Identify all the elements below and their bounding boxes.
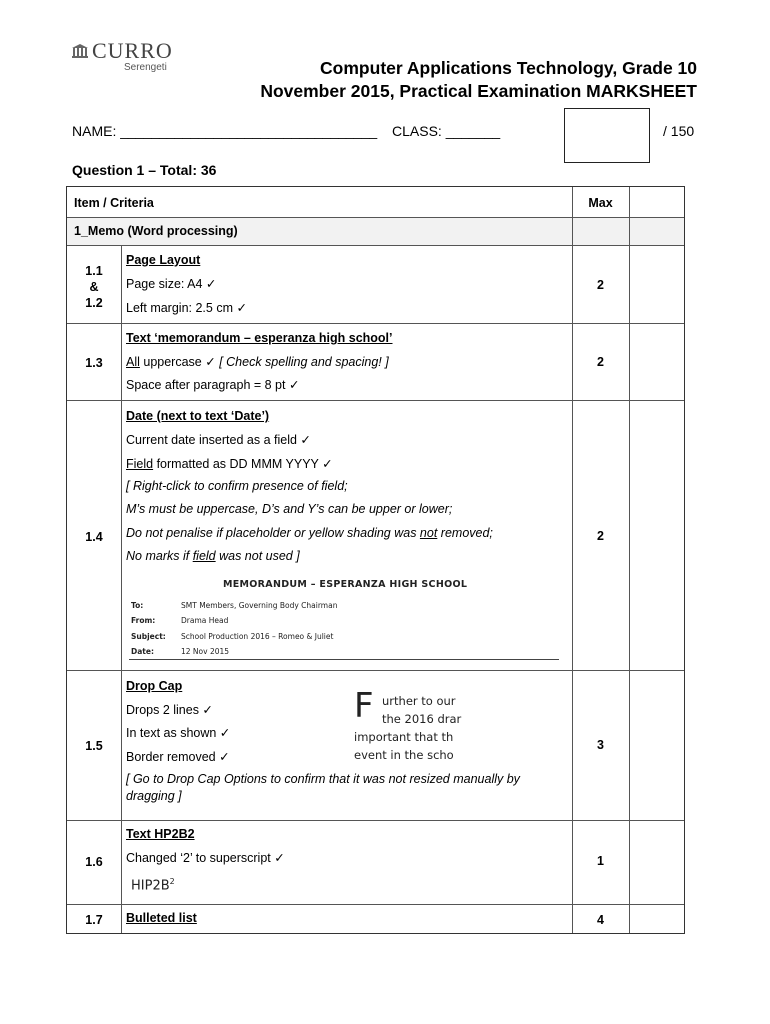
dropcap-text-line: event in the scho: [354, 748, 454, 762]
criteria-heading: Date (next to text ‘Date’): [126, 409, 270, 423]
class-field: CLASS: _______: [392, 123, 501, 139]
row-divider: [67, 904, 684, 905]
criteria-line: Current date inserted as a field ✓: [126, 433, 311, 447]
header-item-criteria: Item / Criteria: [74, 196, 154, 210]
dropcap-sample: [354, 692, 474, 766]
document-subtitle: November 2015, Practical Examination MARKSHEET: [260, 81, 697, 101]
question-title: Question 1 – Total: 36: [72, 162, 217, 178]
document-title: Computer Applications Technology, Grade 10: [320, 58, 697, 78]
column-divider: [629, 187, 630, 933]
row-divider: [67, 245, 684, 246]
memo-divider: [129, 659, 559, 660]
criteria-heading: Drop Cap: [126, 679, 183, 693]
criteria-line: Left margin: 2.5 cm ✓: [126, 301, 247, 315]
criteria-line: Changed ‘2’ to superscript ✓: [126, 851, 285, 865]
superscript-sample: $HIP2B^2$: [131, 877, 175, 894]
row-divider: [67, 217, 684, 218]
criteria-note: [ Right-click to confirm presence of field;: [126, 479, 348, 493]
criteria-heading: Page Layout: [126, 253, 201, 267]
name-field: NAME: _________________________________: [72, 123, 378, 139]
dropcap-text-line: important that th: [354, 730, 454, 744]
criteria-heading: Bulleted list: [126, 911, 197, 925]
section-title: 1_Memo (Word processing): [74, 224, 238, 238]
max-marks: 4: [597, 913, 604, 927]
criteria-heading: Text ‘memorandum – esperanza high school’: [126, 331, 393, 345]
row-divider: [67, 670, 684, 671]
memo-to-row: To: SMT Members, Governing Body Chairman: [131, 601, 338, 610]
item-id: 1.7: [85, 913, 103, 927]
item-id: 1.4: [85, 530, 103, 544]
criteria-line: Border removed ✓: [126, 750, 230, 764]
criteria-line: In text as shown ✓: [126, 726, 231, 740]
memo-date-row: Date: 12 Nov 2015: [131, 647, 230, 656]
criteria-note: No marks if field was not used ]: [126, 549, 300, 563]
dropcap-text-line: urther to our: [382, 694, 456, 708]
item-id: 1.1 & 1.2: [85, 264, 103, 310]
criteria-note: M’s must be uppercase, D’s and Y’s can be upper or lower;: [126, 502, 453, 516]
max-marks: 2: [597, 355, 604, 369]
dropcap-letter: F: [354, 692, 374, 726]
score-box: [564, 108, 650, 163]
memo-sample: [127, 579, 567, 664]
max-marks: 2: [597, 529, 604, 543]
criteria-heading: Text HP2B2: [126, 827, 195, 841]
dropcap-text-line: the 2016 drar: [382, 712, 462, 726]
criteria-line: Drops 2 lines ✓: [126, 703, 213, 717]
criteria-line: Field formatted as DD MMM YYYY ✓: [126, 457, 333, 471]
building-icon: [72, 44, 88, 58]
memo-from-row: From: Drama Head: [131, 616, 229, 625]
criteria-note: dragging ]: [126, 789, 182, 803]
row-divider: [67, 400, 684, 401]
criteria-note: Do not penalise if placeholder or yellow shading was not removed;: [126, 526, 493, 540]
total-marks: / 150: [663, 123, 695, 139]
header-max: Max: [588, 196, 613, 210]
column-divider: [121, 245, 122, 933]
criteria-line: All uppercase ✓ [ Check spelling and spacing! ]: [126, 355, 389, 369]
row-divider: [67, 323, 684, 324]
criteria-line: Page size: A4 ✓: [126, 277, 217, 291]
logo-text: CURRO: [92, 38, 173, 63]
row-divider: [67, 820, 684, 821]
max-marks: 2: [597, 278, 604, 292]
item-id: 1.3: [85, 356, 103, 370]
criteria-note: [ Go to Drop Cap Options to confirm that it was not resized manually by: [126, 772, 520, 786]
memo-title: MEMORANDUM – ESPERANZA HIGH SCHOOL: [223, 579, 468, 590]
max-marks: 1: [597, 854, 604, 868]
item-id: 1.5: [85, 739, 103, 753]
logo-subtitle: Serengeti: [124, 62, 167, 73]
column-divider: [572, 187, 573, 933]
marksheet-table: [66, 186, 685, 934]
max-marks: 3: [597, 738, 604, 752]
item-id: 1.6: [85, 855, 103, 869]
memo-subject-row: Subject: School Production 2016 – Romeo & Juliet: [131, 632, 334, 641]
criteria-line: Space after paragraph = 8 pt ✓: [126, 378, 300, 392]
